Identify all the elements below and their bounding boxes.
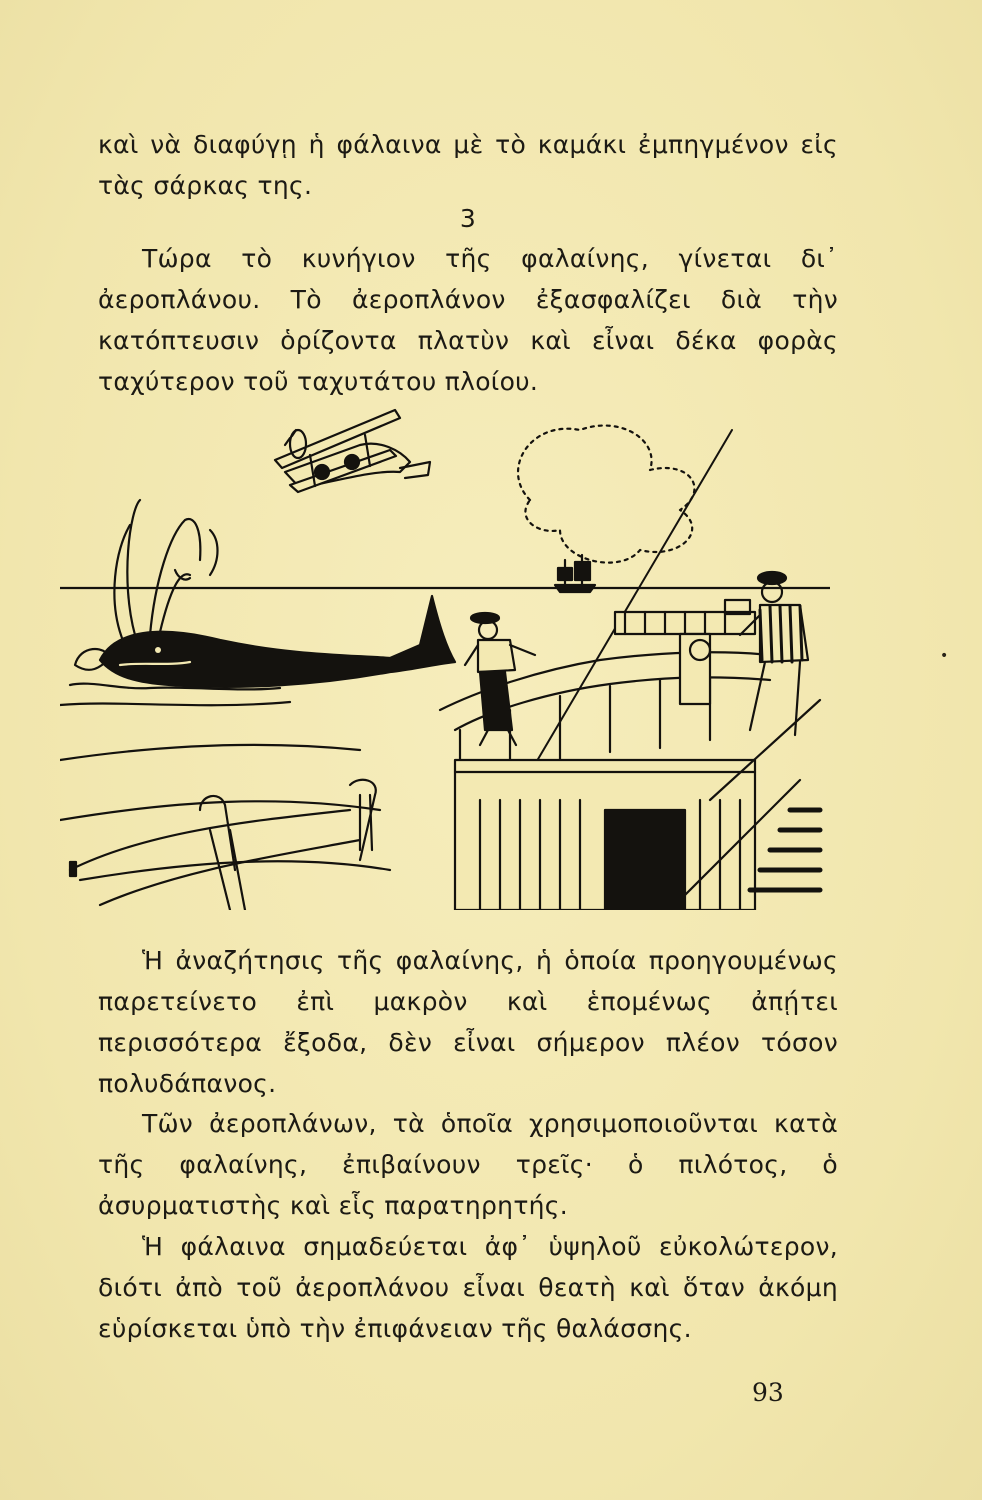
section-number: 3 — [459, 204, 477, 233]
paragraph-whale-sighting: Ἡ φάλαινα σημαδεύεται ἀφ᾿ ὑψηλοῦ εὐκολώτερον, διότι ἀπὸ τοῦ ἀεροπλάνου εἶναι θεατὴ καὶ ὅταν ἀκόμη εὑρίσκεται ὑπὸ τὴν ἐπιφάνειαν τῆς θαλάσσης. — [98, 1232, 838, 1343]
whale-spout — [114, 500, 217, 638]
paragraph-whale-search: Ἡ ἀναζήτησις τῆς φαλαίνης, ἡ ὁποία προηγουμένως παρετείνετο ἐπὶ μακρὸν καὶ ἑπομένως ἀπῄτει περισσότερα ἔξοδα, δὲν εἶναι σήμερον πλέον τόσον πολυδάπανος. — [98, 946, 838, 1098]
whaling-illustration — [60, 400, 830, 910]
deck-fittings — [70, 780, 376, 910]
sailor-icon — [465, 613, 535, 745]
page-number: 93 — [752, 1378, 784, 1407]
paragraph-airplane-crew: Τῶν ἀεροπλάνων, τὰ ὁποῖα χρησιμοποιοῦνται κατὰ τῆς φαλαίνης, ἐπιβαίνουν τρεῖς· ὁ πιλότος, ὁ ἀσυρματιστὴς καὶ εἷς παρατηρητής. — [98, 1109, 838, 1220]
sailing-ship-icon — [555, 555, 595, 592]
paragraph-continuation: καὶ νὰ διαφύγῃ ἡ φάλαινα μὲ τὸ καμάκι ἐμπηγμένον εἰς τὰς σάρκας της. — [98, 130, 838, 200]
airplane-icon — [275, 410, 430, 492]
smoke-cloud — [518, 426, 694, 563]
paragraph-airplane-hunting: Τώρα τὸ κυνήγιον τῆς φαλαίνης, γίνεται δι᾿ ἀεροπλάνου. Τὸ ἀεροπλάνον ἐξασφαλίζει διὰ τὴν κατόπτευσιν ὁρίζοντα πλατὺν καὶ εἶναι δέκα φορὰς ταχύτερον τοῦ ταχυτάτου πλοίου. — [98, 244, 838, 396]
margin-mark: • — [940, 648, 949, 664]
